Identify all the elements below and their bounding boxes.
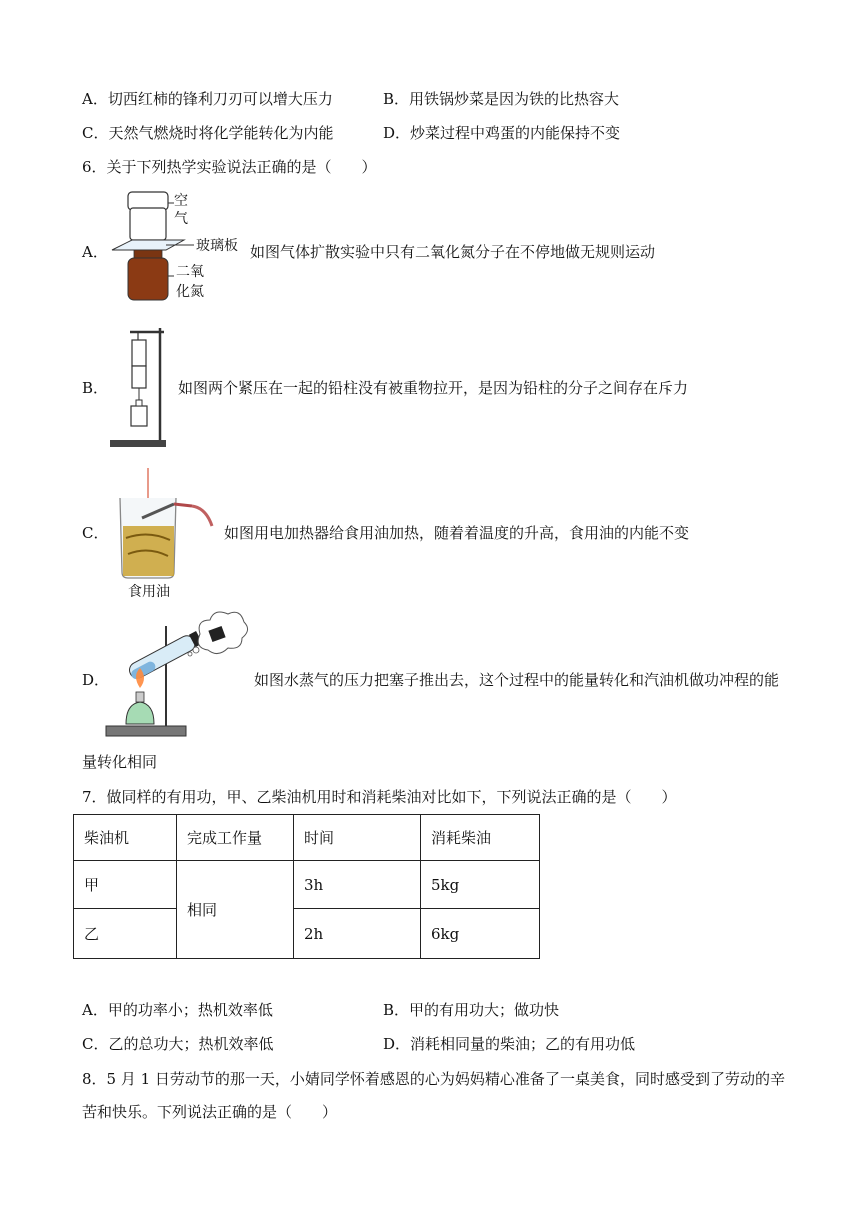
q6-option-c-text: 如图用电加热器给食用油加热，随着着温度的升高，食用油的内能不变 (224, 524, 690, 542)
q7-comparison-table (73, 814, 540, 959)
table-cell-engine: 甲 (74, 861, 177, 909)
q5-option-b: B．用铁锅炒菜是因为铁的比热容大 (383, 90, 620, 108)
table-header-cell: 时间 (294, 815, 421, 861)
label-glass-plate: 玻璃板 (196, 238, 238, 254)
table-header-cell: 柴油机 (74, 815, 177, 861)
lead-cylinder-figure (108, 322, 172, 452)
label-cooking-oil: 食用油 (128, 584, 170, 600)
table-cell-fuel: 5kg (421, 861, 540, 909)
q6-stem: 6．关于下列热学实验说法正确的是（ ） (82, 158, 377, 176)
table-header-row (74, 815, 540, 861)
label-air-2: 气 (174, 211, 188, 227)
table-cell-time: 3h (294, 861, 421, 909)
q7-option-c: C．乙的总功大；热机效率低 (82, 1035, 274, 1053)
oil-heating-figure (112, 468, 224, 602)
q6-option-d-text: 如图水蒸气的压力把塞子推出去，这个过程中的能量转化和汽油机做功冲程的能 (254, 671, 780, 689)
q6-option-a-label: A． (82, 243, 108, 261)
table-header-cell: 消耗柴油 (421, 815, 540, 861)
q7-option-b: B．甲的有用功大；做功快 (383, 1001, 560, 1019)
table-cell-engine: 乙 (74, 909, 177, 959)
table-row (74, 909, 540, 959)
q7-option-a: A．甲的功率小；热机效率低 (82, 1001, 273, 1019)
q6-option-b-text: 如图两个紧压在一起的铅柱没有被重物拉开，是因为铅柱的分子之间存在斥力 (178, 379, 689, 397)
q7-stem: 7．做同样的有用功，甲、乙柴油机用时和消耗柴油对比如下，下列说法正确的是（ ） (82, 788, 677, 806)
q8-stem-line1: 8．5 月 1 日劳动节的那一天，小婧同学怀着感恩的心为妈妈精心准备了一桌美食，同时感受到了劳动的辛 (82, 1070, 785, 1088)
q8-stem-line2: 苦和快乐。下列说法正确的是（ ） (82, 1103, 338, 1121)
table-cell-work: 相同 (177, 861, 294, 959)
label-air-1: 空 (174, 193, 188, 209)
q6-option-b-label: B． (82, 379, 109, 397)
steam-cork-figure (104, 606, 250, 744)
q6-option-d-text-cont: 量转化相同 (82, 753, 158, 771)
q7-option-d: D．消耗相同量的柴油；乙的有用功低 (383, 1035, 636, 1053)
table-row (74, 861, 540, 909)
table-header-cell: 完成工作量 (177, 815, 294, 861)
table-cell-time: 2h (294, 909, 421, 959)
q5-option-d: D．炒菜过程中鸡蛋的内能保持不变 (383, 124, 621, 142)
label-no2-2: 化氮 (176, 284, 204, 300)
q6-option-c-label: C． (82, 524, 109, 542)
label-no2-1: 二氧 (176, 264, 204, 280)
q6-option-d-label: D． (82, 671, 110, 689)
table-cell-fuel: 6kg (421, 909, 540, 959)
q5-option-c: C．天然气燃烧时将化学能转化为内能 (82, 124, 334, 142)
q5-option-a: A．切西红柿的锋利刀刃可以增大压力 (82, 90, 333, 108)
q6-option-a-text: 如图气体扩散实验中只有二氧化氮分子在不停地做无规则运动 (250, 243, 656, 261)
diffusion-experiment-figure (110, 188, 250, 306)
